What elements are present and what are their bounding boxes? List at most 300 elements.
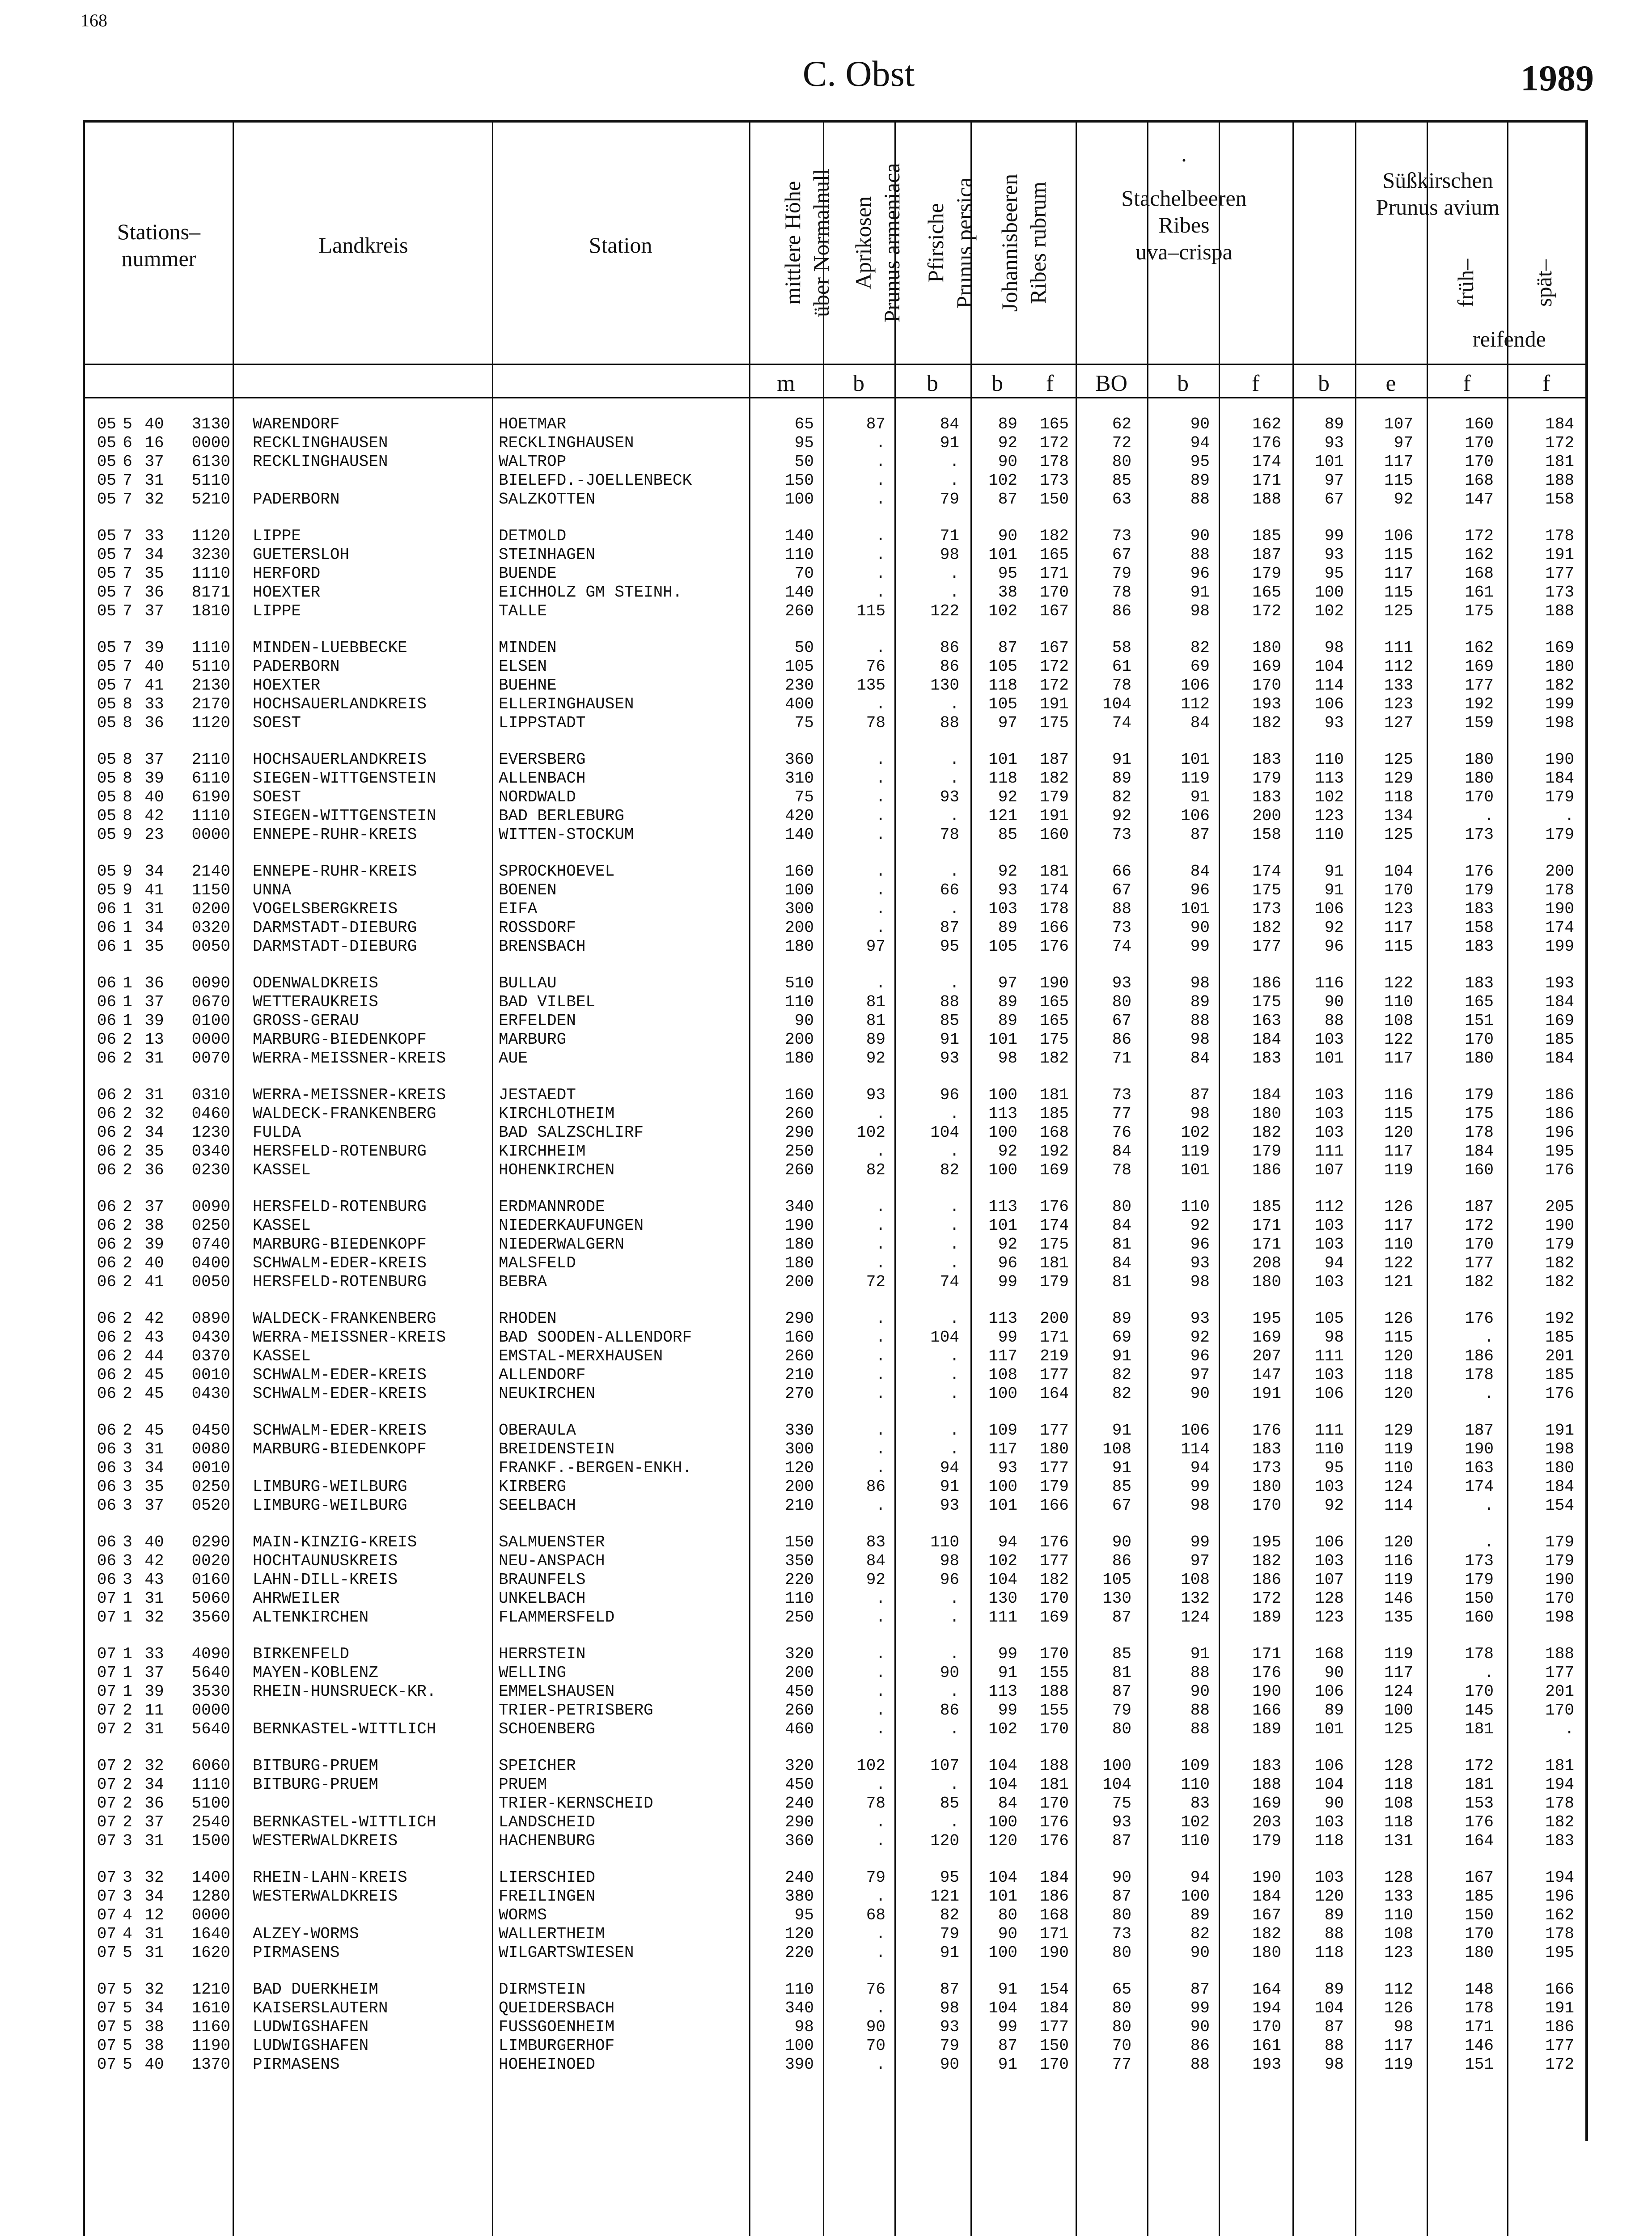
cherry-f1-cell: . <box>1484 1328 1494 1347</box>
goose-b-cell: 108 <box>1181 1571 1210 1589</box>
goose-bo-cell: 80 <box>1112 1944 1131 1962</box>
goose-b-cell: 110 <box>1181 1832 1210 1850</box>
apricot-cell: . <box>876 1701 885 1719</box>
goose-bo-cell: 93 <box>1112 1813 1131 1831</box>
cherry-b-cell: 123 <box>1315 807 1344 825</box>
district-cell: ENNEPE-RUHR-KREIS <box>253 826 417 844</box>
currant-f-cell: 167 <box>1040 602 1069 620</box>
cherry-b-cell: 103 <box>1315 1868 1344 1887</box>
station-cell: MALSFELD <box>499 1254 576 1272</box>
cherry-f1-cell: 150 <box>1465 1589 1494 1608</box>
area-code: 44 <box>144 1347 164 1365</box>
cherry-e-cell: 111 <box>1384 639 1413 657</box>
cherry-f1-cell: 173 <box>1465 826 1494 844</box>
station-cell: WALTROP <box>499 453 567 471</box>
apricot-cell: . <box>876 1347 885 1365</box>
goose-b-cell: 99 <box>1190 1533 1210 1551</box>
goose-bo-cell: 90 <box>1112 1533 1131 1551</box>
area-code: 42 <box>144 807 164 825</box>
cherry-e-cell: 123 <box>1384 1944 1413 1962</box>
altitude-cell: 260 <box>785 1161 814 1179</box>
state-code: 05 <box>97 471 116 490</box>
currant-b-cell: 87 <box>998 639 1017 657</box>
cherry-b-cell: 111 <box>1315 1142 1344 1160</box>
goose-f-cell: 200 <box>1252 807 1281 825</box>
state-code: 06 <box>97 1235 116 1254</box>
goose-bo-cell: 100 <box>1102 1757 1131 1775</box>
district-cell: HERSFELD-ROTENBURG <box>253 1142 427 1160</box>
currant-f-cell: 172 <box>1040 676 1069 695</box>
cherry-b-cell: 99 <box>1324 527 1344 545</box>
cherry-f1-cell: 146 <box>1465 2037 1494 2055</box>
cherry-b-cell: 90 <box>1324 993 1344 1011</box>
peach-cell: . <box>949 769 959 788</box>
peach-cell: 74 <box>940 1273 959 1291</box>
cherry-b-cell: 110 <box>1315 1440 1344 1458</box>
cherry-e-cell: 117 <box>1384 2037 1413 2055</box>
altitude-cell: 310 <box>785 769 814 788</box>
currant-b-cell: 118 <box>988 676 1017 695</box>
peach-cell: . <box>949 564 959 583</box>
currant-b-cell: 90 <box>998 527 1017 545</box>
cherry-e-cell: 115 <box>1384 546 1413 564</box>
area-code: 31 <box>144 1925 164 1943</box>
altitude-cell: 95 <box>794 434 814 452</box>
cherry-b-cell: 89 <box>1324 1980 1344 1999</box>
goose-f-cell: 180 <box>1252 1478 1281 1496</box>
altitude-cell: 290 <box>785 1123 814 1142</box>
cherry-f2-cell: 173 <box>1545 583 1574 601</box>
goose-f-cell: 182 <box>1252 1123 1281 1142</box>
station-code: 0090 <box>191 1198 230 1216</box>
area-code: 40 <box>144 657 164 676</box>
cherry-f2-cell: 177 <box>1545 2037 1574 2055</box>
state-code: 05 <box>97 602 116 620</box>
station-cell: SCHOENBERG <box>499 1720 596 1738</box>
cherry-f1-cell: 167 <box>1465 1868 1494 1887</box>
area-code: 41 <box>144 676 164 695</box>
currant-b-cell: 101 <box>988 750 1017 769</box>
state-code: 07 <box>97 1887 116 1906</box>
altitude-cell: 75 <box>794 714 814 732</box>
cherry-b-cell: 118 <box>1315 1944 1344 1962</box>
goose-bo-cell: 80 <box>1112 1906 1131 1924</box>
cherry-b-cell: 104 <box>1315 657 1344 676</box>
state-code: 07 <box>97 1682 116 1701</box>
cherry-e-cell: 126 <box>1384 1198 1413 1216</box>
district-cell <box>253 471 490 490</box>
station-cell: NEU-ANSPACH <box>499 1552 605 1570</box>
currant-f-cell: 166 <box>1040 1496 1069 1515</box>
currant-b-cell: 117 <box>988 1347 1017 1365</box>
region-code: 3 <box>123 1533 132 1551</box>
apricot-cell: . <box>876 1254 885 1272</box>
currant-f-cell: 179 <box>1040 1273 1069 1291</box>
currant-b-cell: 105 <box>988 695 1017 713</box>
goose-f-cell: 147 <box>1252 1366 1281 1384</box>
goose-b-cell: 106 <box>1181 807 1210 825</box>
altitude-cell: 240 <box>785 1794 814 1813</box>
apricot-cell: . <box>876 583 885 601</box>
goose-bo-cell: 73 <box>1112 1086 1131 1104</box>
station-cell: BULLAU <box>499 974 557 992</box>
cherry-f1-cell: 170 <box>1465 788 1494 806</box>
cherry-f2-cell: 192 <box>1545 1309 1574 1328</box>
cherry-f2-cell: 184 <box>1545 993 1574 1011</box>
apricot-cell: 78 <box>866 1794 885 1813</box>
cherry-e-cell: 120 <box>1384 1347 1413 1365</box>
goose-b-cell: 89 <box>1190 1906 1210 1924</box>
goose-f-cell: 180 <box>1252 1273 1281 1291</box>
altitude-cell: 140 <box>785 826 814 844</box>
state-code: 07 <box>97 2037 116 2055</box>
altitude-cell: 140 <box>785 583 814 601</box>
station-cell: FLAMMERSFELD <box>499 1608 615 1626</box>
altitude-cell: 150 <box>785 471 814 490</box>
station-code: 1610 <box>191 1999 230 2017</box>
goose-f-cell: 185 <box>1252 527 1281 545</box>
cherry-f2-cell: 191 <box>1545 1999 1574 2017</box>
district-cell: PIRMASENS <box>253 2055 340 2074</box>
currant-f-cell: 191 <box>1040 695 1069 713</box>
goose-b-cell: 101 <box>1181 900 1210 918</box>
state-code: 06 <box>97 993 116 1011</box>
apricot-cell: . <box>876 434 885 452</box>
cherry-b-cell: 107 <box>1315 1161 1344 1179</box>
station-code: 0400 <box>191 1254 230 1272</box>
cherry-e-cell: 133 <box>1384 676 1413 695</box>
apricot-cell: 97 <box>866 937 885 956</box>
region-code: 1 <box>123 993 132 1011</box>
peach-cell: 98 <box>940 1999 959 2017</box>
cherry-e-cell: 122 <box>1384 974 1413 992</box>
currant-b-cell: 89 <box>998 993 1017 1011</box>
area-code: 35 <box>144 564 164 583</box>
currant-f-cell: 171 <box>1040 564 1069 583</box>
region-code: 4 <box>123 1906 132 1924</box>
unit-label: m <box>777 371 795 396</box>
area-code: 13 <box>144 1030 164 1049</box>
district-cell: WERRA-MEISSNER-KREIS <box>253 1049 446 1067</box>
table-right-rule <box>1585 120 1588 2141</box>
cherry-f1-cell: 161 <box>1465 583 1494 601</box>
cherry-e-cell: 123 <box>1384 900 1413 918</box>
unit-label: e <box>1385 371 1396 396</box>
state-code: 07 <box>97 1794 116 1813</box>
currant-b-cell: 92 <box>998 1142 1017 1160</box>
goose-f-cell: 172 <box>1252 602 1281 620</box>
state-code: 06 <box>97 1105 116 1123</box>
currant-f-cell: 176 <box>1040 937 1069 956</box>
state-code: 06 <box>97 1552 116 1570</box>
goose-bo-cell: 82 <box>1112 1366 1131 1384</box>
state-code: 06 <box>97 1012 116 1030</box>
altitude-cell: 200 <box>785 1030 814 1049</box>
cherry-e-cell: 117 <box>1384 564 1413 583</box>
cherry-f2-cell: 179 <box>1545 1235 1574 1254</box>
area-code: 40 <box>144 1254 164 1272</box>
altitude-cell: 460 <box>785 1720 814 1738</box>
cherry-e-cell: 125 <box>1384 602 1413 620</box>
region-code: 2 <box>123 1235 132 1254</box>
goose-f-cell: 175 <box>1252 881 1281 899</box>
station-cell: EMSTAL-MERXHAUSEN <box>499 1347 663 1365</box>
state-code: 05 <box>97 639 116 657</box>
state-code: 06 <box>97 1496 116 1515</box>
altitude-cell: 260 <box>785 602 814 620</box>
goose-f-cell: 183 <box>1252 750 1281 769</box>
district-cell: SIEGEN-WITTGENSTEIN <box>253 807 436 825</box>
goose-b-cell: 90 <box>1190 1385 1210 1403</box>
cherry-f2-cell: 185 <box>1545 1030 1574 1049</box>
area-code: 43 <box>144 1328 164 1347</box>
station-cell: HOEHEINOED <box>499 2055 596 2074</box>
area-code: 23 <box>144 826 164 844</box>
cherry-b-cell: 111 <box>1315 1421 1344 1440</box>
peach-cell: 98 <box>940 546 959 564</box>
goose-f-cell: 170 <box>1252 1496 1281 1515</box>
station-cell: NIEDERWALGERN <box>499 1235 624 1254</box>
goose-f-cell: 185 <box>1252 1198 1281 1216</box>
area-code: 32 <box>144 490 164 508</box>
goose-f-cell: 195 <box>1252 1309 1281 1328</box>
apricot-cell: . <box>876 564 885 583</box>
area-code: 43 <box>144 1571 164 1589</box>
goose-f-cell: 173 <box>1252 1459 1281 1477</box>
cherry-b-cell: 106 <box>1315 1757 1344 1775</box>
state-code: 05 <box>97 527 116 545</box>
cherry-b-cell: 113 <box>1315 769 1344 788</box>
unit-label: b <box>1177 371 1189 396</box>
cherry-f1-cell: 170 <box>1465 1925 1494 1943</box>
area-code: 32 <box>144 1757 164 1775</box>
currant-f-cell: 170 <box>1040 1720 1069 1738</box>
goose-bo-cell: 73 <box>1112 919 1131 937</box>
altitude-cell: 400 <box>785 695 814 713</box>
state-code: 06 <box>97 1459 116 1477</box>
cherry-b-cell: 98 <box>1324 639 1344 657</box>
peach-cell: . <box>949 453 959 471</box>
station-code: 1620 <box>191 1944 230 1962</box>
peach-cell: 84 <box>940 415 959 433</box>
altitude-cell: 160 <box>785 1086 814 1104</box>
station-cell: HACHENBURG <box>499 1832 596 1850</box>
station-code: 0450 <box>191 1421 230 1440</box>
cherry-b-cell: 92 <box>1324 1496 1344 1515</box>
peach-cell: 93 <box>940 2018 959 2036</box>
apricot-cell: . <box>876 1645 885 1663</box>
goose-bo-cell: 74 <box>1112 937 1131 956</box>
currant-f-cell: 177 <box>1040 1459 1069 1477</box>
currant-b-cell: 113 <box>988 1309 1017 1328</box>
state-code: 07 <box>97 1868 116 1887</box>
station-cell: BREIDENSTEIN <box>499 1440 615 1458</box>
station-cell: BIELEFD.-JOELLENBECK <box>499 471 692 490</box>
cherry-e-cell: 128 <box>1384 1757 1413 1775</box>
altitude-cell: 250 <box>785 1608 814 1626</box>
station-cell: BEBRA <box>499 1273 547 1291</box>
currant-f-cell: 166 <box>1040 919 1069 937</box>
region-code: 2 <box>123 1347 132 1365</box>
station-cell: HOHENKIRCHEN <box>499 1161 615 1179</box>
region-code: 1 <box>123 974 132 992</box>
header-gooseberry: Stachelbeeren Ribes uva–crispa <box>1121 186 1247 264</box>
region-code: 8 <box>123 750 132 769</box>
apricot-cell: . <box>876 919 885 937</box>
goose-bo-cell: 92 <box>1112 807 1131 825</box>
cherry-f2-cell: 190 <box>1545 1571 1574 1589</box>
state-code: 06 <box>97 1478 116 1496</box>
currant-b-cell: 100 <box>988 1161 1017 1179</box>
cherry-b-cell: 110 <box>1315 826 1344 844</box>
state-code: 06 <box>97 1142 116 1160</box>
goose-b-cell: 88 <box>1190 1664 1210 1682</box>
cherry-f1-cell: 192 <box>1465 695 1494 713</box>
cherry-b-cell: 102 <box>1315 788 1344 806</box>
cherry-f2-cell: 196 <box>1545 1887 1574 1906</box>
district-cell: SIEGEN-WITTGENSTEIN <box>253 769 436 788</box>
cherry-b-cell: 101 <box>1315 1720 1344 1738</box>
area-code: 38 <box>144 2037 164 2055</box>
cherry-b-cell: 67 <box>1324 490 1344 508</box>
area-code: 36 <box>144 974 164 992</box>
station-cell: NIEDERKAUFUNGEN <box>499 1216 644 1235</box>
peach-cell: 86 <box>940 639 959 657</box>
goose-bo-cell: 77 <box>1112 2055 1131 2074</box>
cherry-f1-cell: 151 <box>1465 2055 1494 2074</box>
apricot-cell: 78 <box>866 714 885 732</box>
station-code: 0050 <box>191 937 230 956</box>
goose-f-cell: 176 <box>1252 434 1281 452</box>
peach-cell: 122 <box>930 602 959 620</box>
station-code: 1190 <box>191 2037 230 2055</box>
currant-b-cell: 93 <box>998 1459 1017 1477</box>
station-cell: STEINHAGEN <box>499 546 596 564</box>
goose-b-cell: 84 <box>1190 862 1210 881</box>
goose-bo-cell: 130 <box>1102 1589 1131 1608</box>
cherry-f2-cell: 170 <box>1545 1589 1574 1608</box>
region-code: 5 <box>123 1944 132 1962</box>
peach-cell: 82 <box>940 1906 959 1924</box>
cherry-b-cell: 103 <box>1315 1552 1344 1570</box>
cherry-f2-cell: 178 <box>1545 527 1574 545</box>
region-code: 5 <box>123 2018 132 2036</box>
peach-cell: 86 <box>940 1701 959 1719</box>
unit-label: f <box>1542 371 1550 396</box>
cherry-e-cell: 134 <box>1384 807 1413 825</box>
area-code: 36 <box>144 1161 164 1179</box>
cherry-f2-cell: 186 <box>1545 1105 1574 1123</box>
currant-b-cell: 91 <box>998 2055 1017 2074</box>
goose-b-cell: 83 <box>1190 1794 1210 1813</box>
goose-bo-cell: 63 <box>1112 490 1131 508</box>
station-cell: SPEICHER <box>499 1757 576 1775</box>
cherry-b-cell: 118 <box>1315 1832 1344 1850</box>
cherry-f2-cell: 182 <box>1545 676 1574 695</box>
area-code: 31 <box>144 900 164 918</box>
peach-cell: . <box>949 1254 959 1272</box>
state-code: 06 <box>97 1571 116 1589</box>
header-currant-line2: Ribes rubrum <box>1025 182 1051 304</box>
goose-b-cell: 99 <box>1190 937 1210 956</box>
station-code: 1110 <box>191 1775 230 1794</box>
area-code: 37 <box>144 1813 164 1831</box>
cherry-f1-cell: 187 <box>1465 1198 1494 1216</box>
peach-cell: 66 <box>940 881 959 899</box>
cherry-f2-cell: 184 <box>1545 1478 1574 1496</box>
goose-f-cell: 171 <box>1252 1216 1281 1235</box>
state-code: 05 <box>97 583 116 601</box>
altitude-cell: 240 <box>785 1868 814 1887</box>
area-code: 37 <box>144 750 164 769</box>
cherry-b-cell: 103 <box>1315 1235 1344 1254</box>
goose-f-cell: 187 <box>1252 546 1281 564</box>
currant-f-cell: 168 <box>1040 1906 1069 1924</box>
station-code: 0740 <box>191 1235 230 1254</box>
goose-f-cell: 174 <box>1252 862 1281 881</box>
cherry-b-cell: 104 <box>1315 1999 1344 2017</box>
altitude-cell: 110 <box>785 993 814 1011</box>
cherry-e-cell: 119 <box>1384 1645 1413 1663</box>
currant-f-cell: 179 <box>1040 788 1069 806</box>
region-code: 2 <box>123 1309 132 1328</box>
currant-b-cell: 80 <box>998 1906 1017 1924</box>
goose-f-cell: 194 <box>1252 1999 1281 2017</box>
cherry-e-cell: 116 <box>1384 1086 1413 1104</box>
state-code: 07 <box>97 1832 116 1850</box>
goose-bo-cell: 80 <box>1112 1999 1131 2017</box>
goose-f-cell: 163 <box>1252 1012 1281 1030</box>
apricot-cell: . <box>876 1496 885 1515</box>
cherry-f1-cell: 176 <box>1465 862 1494 881</box>
cherry-b-cell: 103 <box>1315 1105 1344 1123</box>
currant-b-cell: 102 <box>988 602 1017 620</box>
cherry-f2-cell: 169 <box>1545 1012 1574 1030</box>
apricot-cell: . <box>876 826 885 844</box>
station-cell: BAD SOODEN-ALLENDORF <box>499 1328 692 1347</box>
station-code: 1640 <box>191 1925 230 1943</box>
goose-bo-cell: 85 <box>1112 1645 1131 1663</box>
station-cell: ROSSDORF <box>499 919 576 937</box>
cherry-e-cell: 118 <box>1384 1813 1413 1831</box>
station-cell: SEELBACH <box>499 1496 576 1515</box>
goose-f-cell: 179 <box>1252 1832 1281 1850</box>
goose-bo-cell: 71 <box>1112 1049 1131 1067</box>
apricot-cell: 76 <box>866 1980 885 1999</box>
district-cell: WESTERWALDKREIS <box>253 1832 398 1850</box>
district-cell: MARBURG-BIEDENKOPF <box>253 1235 427 1254</box>
cherry-b-cell: 90 <box>1324 1794 1344 1813</box>
apricot-cell: . <box>876 1385 885 1403</box>
state-code: 06 <box>97 1366 116 1384</box>
district-cell: SCHWALM-EDER-KREIS <box>253 1254 427 1272</box>
cherry-f1-cell: 179 <box>1465 1571 1494 1589</box>
currant-f-cell: 154 <box>1040 1980 1069 1999</box>
goose-b-cell: 87 <box>1190 1980 1210 1999</box>
goose-b-cell: 82 <box>1190 1925 1210 1943</box>
state-code: 06 <box>97 974 116 992</box>
goose-bo-cell: 82 <box>1112 1385 1131 1403</box>
goose-f-cell: 162 <box>1252 415 1281 433</box>
peach-cell: 82 <box>940 1161 959 1179</box>
currant-b-cell: 97 <box>998 714 1017 732</box>
goose-bo-cell: 80 <box>1112 453 1131 471</box>
apricot-cell: . <box>876 1832 885 1850</box>
goose-bo-cell: 81 <box>1112 1273 1131 1291</box>
altitude-cell: 220 <box>785 1944 814 1962</box>
altitude-cell: 100 <box>785 490 814 508</box>
currant-b-cell: 101 <box>988 1887 1017 1906</box>
